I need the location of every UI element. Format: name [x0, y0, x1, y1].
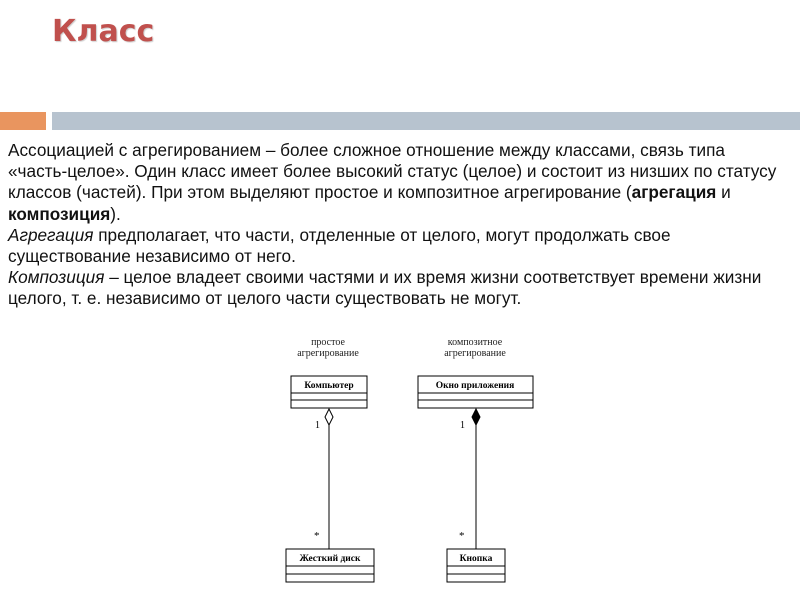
class-name-hard-disk: Жесткий диск — [299, 554, 361, 564]
mult-part-simple: * — [314, 530, 320, 542]
text-association-1: – более сложное отношение между классами, связь типа «часть-целое». Один класс имеет более высокий статус (целое) и состоит из низших по статусу классов (частей). При этом выделяют простое и композитное агрегирование ( — [8, 140, 777, 203]
caption-composite-line1: композитное — [447, 337, 503, 348]
mult-part-composite: * — [459, 530, 465, 542]
term-aggregation-bold: агрегация — [631, 182, 717, 203]
term-association: Ассоциацией с агрегированием — [8, 140, 262, 160]
text-association-2: и — [716, 182, 731, 203]
term-composition-bold: композиция — [8, 203, 111, 224]
class-box-app-window — [418, 376, 533, 408]
caption-simple-line1: простое — [311, 337, 345, 348]
text-association-3: ). — [110, 203, 121, 224]
class-box-computer — [291, 376, 367, 408]
text-aggregation: предполагает, что части, отделенные от целого, могут продолжать свое существование независимо от него. — [8, 224, 671, 267]
filled-diamond-icon — [472, 409, 480, 425]
caption-composite-line2: агрегирование — [444, 348, 506, 359]
slide-title: Класс — [52, 14, 155, 49]
class-name-computer: Компьютер — [304, 381, 354, 391]
class-box-hard-disk — [286, 549, 374, 582]
class-name-button: Кнопка — [459, 554, 493, 564]
hollow-diamond-icon — [325, 409, 333, 425]
caption-simple-line2: агрегирование — [297, 348, 359, 359]
term-composition: Композиция — [8, 267, 105, 288]
text-composition: – целое владеет своими частями и их время жизни соответствует времени жизни целого, т. е. независимо от целого части существовать не могут. — [8, 267, 762, 309]
mult-whole-simple: 1 — [315, 420, 320, 431]
class-name-app-window: Окно приложения — [435, 381, 515, 391]
mult-whole-composite: 1 — [460, 420, 465, 431]
class-box-button — [447, 549, 505, 582]
term-aggregation: Агрегация — [8, 224, 94, 245]
